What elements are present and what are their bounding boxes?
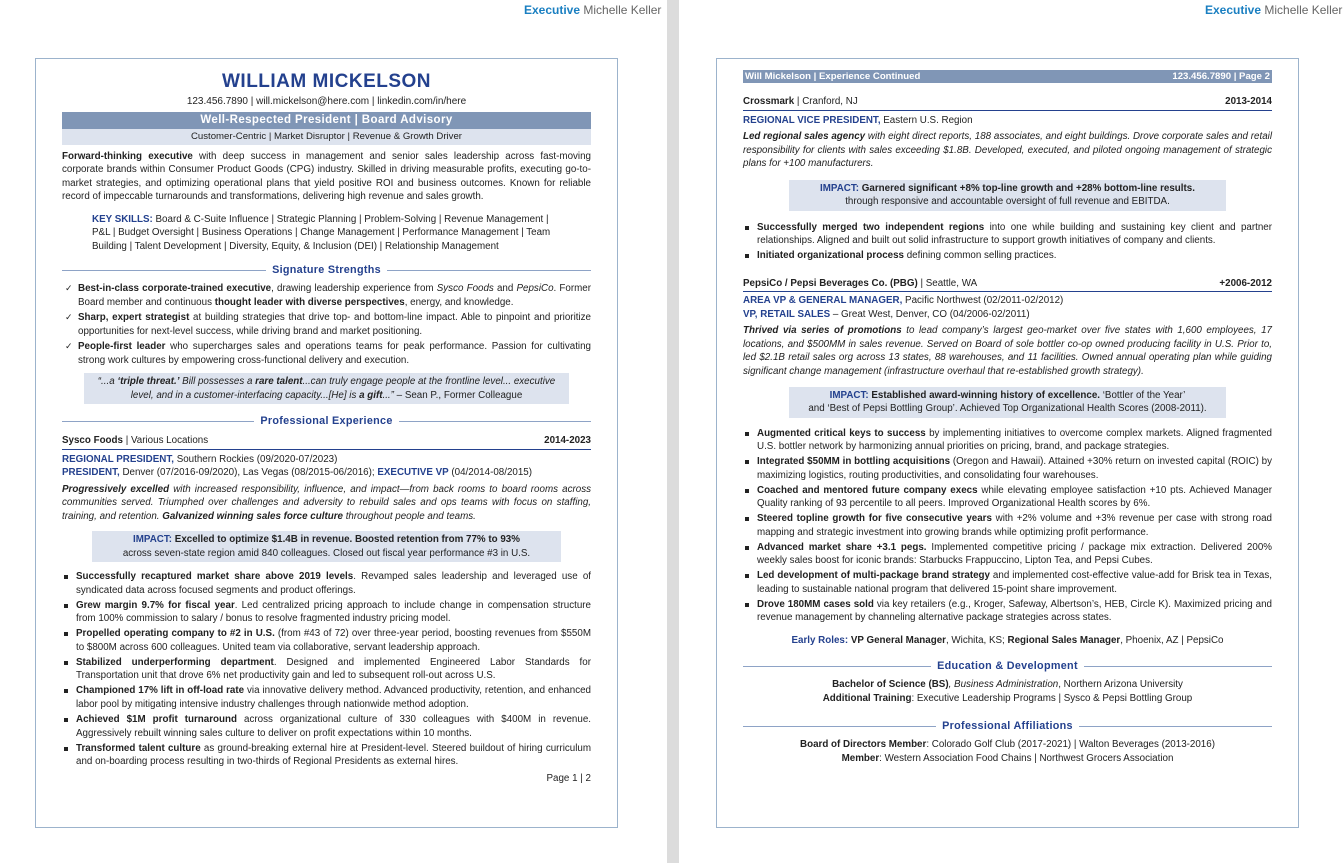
contact-line: 123.456.7890 | will.mickelson@here.com | linkedin.com/in/here: [186, 95, 467, 107]
section-heading-label: Signature Strengths: [272, 264, 381, 277]
item-text: via key retailers (e.g., Kroger, Safeway, Albertson’s, HEB, Circle K). Maximized pricing and revenue management by channeling alternative package strategies across states.: [757, 598, 1272, 624]
achievements-list: [743, 221, 1272, 263]
desc-bold: Galvanized winning sales force culture: [162, 510, 343, 522]
role-title: VP, RETAIL SALES: [743, 308, 831, 320]
achievements-list: [62, 570, 591, 768]
subheadline-bar: Customer-Centric | Market Disruptor | Revenue & Growth Driver: [62, 129, 591, 144]
early-role-detail: , Wichita, KS;: [945, 634, 1008, 646]
item-text: at building strategies that drive top- and bottom-line impact. Able to pinpoint and prioritize opportunities for next-level success, while driving brand and market positioning.: [78, 312, 591, 337]
brand-label: Executive: [1205, 3, 1262, 17]
quote-text: Bill possesses a: [179, 376, 256, 388]
watermark-tag-right: [1205, 3, 1342, 17]
role-detail: Eastern U.S. Region: [880, 114, 973, 126]
summary-text: with deep success in management and senior sales leadership across fast-moving corporate brands within Consumer Product Goods (CPG) industry. Skilled in driving measurable profits, executing go-to-market strategies, and optimizing operational plans that yield positive ROI and business outcomes. Known for reliable record of impeccable turnarounds and transformations, delivering high revenue and sales growth.: [62, 150, 591, 203]
item-text: with +2% volume and +3% revenue per case with strong road mapping and strategic investment into growing brands while optimizing profit performance.: [757, 513, 1272, 538]
quote-text: ...”: [382, 389, 394, 401]
item-bold: thought leader with diverse perspectives: [214, 296, 405, 308]
watermark-tag-left: [524, 3, 661, 17]
achievements-list: [743, 427, 1272, 625]
list-item: [62, 599, 591, 626]
degree-field: , Business Administration: [948, 679, 1059, 691]
author-label: Michelle Keller: [1264, 3, 1343, 17]
desc-text: with eight direct reports, 188 associates, and eight buildings. Drove corporate sales and retail responsibility for clients with sales exceeding $1.8B. Developed, executed, and piloted ongoing management of strategic plans for +100 manufacturers.: [743, 131, 1272, 170]
job-header: [743, 277, 1272, 293]
list-item: [743, 427, 1272, 454]
job-dates: 2014-2023: [544, 435, 591, 447]
impact-text: through responsive and accountable oversight of full revenue and EBITDA.: [845, 196, 1170, 208]
item-text: . Designed and implemented Engineered Labor Standards for Transportation unit that drove 6% net productivity gain and led to subsequent roll-out across U.S.: [76, 656, 591, 682]
quote-attribution: – Sean P., Former Colleague: [393, 389, 523, 401]
job-description: [743, 130, 1272, 171]
role-detail: Pacific Northwest (02/2011-02/2012): [902, 295, 1064, 307]
job-header: [743, 95, 1272, 111]
item-text: , drawing leadership experience from: [271, 283, 437, 295]
additional-training: [743, 692, 1272, 706]
section-heading-affiliations: [743, 719, 1272, 734]
item-text: , energy, and knowledge.: [404, 296, 514, 308]
early-role: Regional Sales Manager: [1007, 634, 1121, 646]
item-text: . Led centralized pricing approach to include change in compensation structure from 100% commission to salary / bonus to resolve fragmented industry pricing model.: [76, 599, 592, 625]
list-item: [743, 455, 1272, 482]
item-text: and: [493, 283, 517, 295]
item-lead: Championed 17% lift in off-load rate: [76, 685, 245, 697]
author-label: Michelle Keller: [583, 3, 662, 17]
list-item: [62, 742, 591, 769]
job-header: [62, 434, 591, 450]
affiliation-label: Member: [841, 752, 880, 764]
item-lead: Transformed talent culture: [76, 742, 201, 754]
impact-text: and ‘Best of Pepsi Bottling Group’. Achieved Top Organizational Health Scores (2008-2011).: [808, 403, 1207, 415]
impact-label: IMPACT:: [820, 182, 860, 194]
section-heading-strengths: [62, 263, 591, 278]
item-text: Implemented competitive pricing / package mix extraction. Delivered 200% weekly sales boost for iconic brands: Starbucks Frappuccino, Lipton Tea, and Pepsi Cubes.: [757, 541, 1272, 567]
item-text: and implemented cost-effective value-add for Brisk tea in Texas, leading to sustainable national program that delivered 15-point share improvement.: [757, 570, 1272, 595]
job-description: [62, 483, 591, 524]
company-location: | Cranford, NJ: [794, 96, 858, 108]
list-item: [62, 282, 591, 309]
item-lead: People-first leader: [78, 341, 166, 353]
list-item: [743, 569, 1272, 596]
role-title: REGIONAL PRESIDENT,: [62, 453, 174, 465]
item-lead: Propelled operating company to #2 in U.S.: [76, 628, 275, 640]
list-item: [743, 598, 1272, 625]
job-dates: +2006-2012: [1219, 277, 1272, 289]
item-emphasis: Sysco Foods: [436, 283, 494, 295]
impact-text: across seven-state region amid 840 colleagues. Closed out fiscal year performance #3 in U.S.: [122, 547, 531, 559]
section-heading-label: Professional Affiliations: [942, 720, 1073, 733]
impact-headline: Excelled to optimize $1.4B in revenue. Boosted retention from 77% to 93%: [172, 534, 520, 546]
brand-label: Executive: [524, 3, 581, 17]
impact-label: IMPACT:: [133, 534, 173, 546]
early-role-detail: , Phoenix, AZ | PepsiCo: [1120, 634, 1224, 646]
role-title: EXECUTIVE VP: [377, 467, 449, 479]
item-text: who supercharges sales and operations teams for peak performance. Passion for cultivating strong work cultures by empowering cross-functional delivery and execution.: [78, 341, 591, 366]
training-label: Additional Training: [822, 692, 912, 704]
running-header-left: Will Mickelson | Experience Continued: [745, 71, 921, 82]
quote-bold: ‘triple threat.’: [117, 376, 180, 388]
item-lead: Sharp, expert strategist: [78, 312, 190, 324]
desc-bold: Thrived via series of promotions: [743, 325, 902, 337]
item-lead: Integrated $50MM in bottling acquisitions: [757, 456, 951, 468]
role-title: PRESIDENT,: [62, 467, 120, 479]
company-name: Crossmark: [743, 96, 795, 108]
role-detail: – Great West, Denver, CO (04/2006-02/2011): [830, 308, 1030, 320]
job-roles: [743, 114, 1272, 128]
item-text: . Revamped sales leadership and leveraged use of syndicated data across focused segments and product offerings.: [76, 571, 591, 596]
desc-text: throughout people and teams.: [342, 510, 476, 522]
strengths-list: [62, 282, 591, 367]
education-degree: [743, 678, 1272, 692]
company-name: PepsiCo / Pepsi Beverages Co. (PBG): [743, 277, 918, 289]
page-number: Page 1 | 2: [546, 772, 591, 784]
key-skills: [92, 213, 561, 254]
item-text: (Oregon and Hawaii). Attained +30% return on invested capital (ROIC) by maximizing logistics, routing productivities, and consolidating four warehouses.: [757, 456, 1272, 481]
section-heading-experience: [62, 414, 591, 429]
list-item: [743, 221, 1272, 248]
summary-paragraph: [62, 150, 591, 204]
page-gap: [667, 0, 679, 863]
job-roles: [743, 294, 1272, 321]
running-header-right: 123.456.7890 | Page 2: [1172, 71, 1270, 82]
item-lead: Successfully recaptured market share above 2019 levels: [76, 571, 354, 583]
list-item: [62, 684, 591, 711]
resume-page-1: [35, 58, 618, 828]
quote-text: ...can truly engage people at the frontline level... executive level, and in a customer-interfacing capacity...[He] is: [130, 376, 556, 401]
item-lead: Best-in-class corporate-trained executive: [78, 283, 272, 295]
training-text: : Executive Leadership Programs | Sysco & Pepsi Bottling Group: [911, 692, 1193, 704]
item-lead: Advanced market share +3.1 pegs.: [757, 541, 927, 553]
running-header: [743, 70, 1272, 83]
item-text: while elevating employee satisfaction +10 pts. Achieved Manager Quality ranking of 93 percentile to all peers. Improved Organizational Health scores by 6%.: [757, 484, 1273, 510]
list-item: [743, 541, 1272, 568]
impact-box: [92, 531, 561, 562]
headline-bar: Well-Respected President | Board Advisory: [62, 112, 591, 130]
company-name: Sysco Foods: [62, 435, 123, 447]
list-item: [62, 713, 591, 740]
quote-bold: rare talent: [255, 376, 303, 388]
item-text: by implementing initiatives to overcome complex markets. Aligned fragmented U.S. bottler network by harmonizing annual priorities on pricing, brand, and package strategies.: [757, 427, 1272, 453]
affiliation-text: : Western Association Food Chains | Northwest Grocers Association: [879, 752, 1174, 764]
early-roles: [743, 634, 1272, 648]
item-lead: Successfully merged two independent regions: [757, 221, 985, 233]
testimonial-quote: [84, 373, 569, 404]
affiliation-board: [743, 738, 1272, 752]
company-location: | Various Locations: [122, 435, 209, 447]
impact-headline: Established award-winning history of excellence.: [868, 389, 1101, 401]
role-detail: (04/2014-08/2015): [448, 467, 533, 479]
list-item: [62, 340, 591, 367]
item-lead: Grew margin 9.7% for fiscal year: [76, 599, 235, 611]
item-text: across organizational culture of 330 colleagues with $400M in revenue. Aggressively rebuilt winning sales culture to deliver on profit expectations within 10 months.: [76, 713, 592, 739]
list-item: [62, 656, 591, 683]
item-emphasis: PepsiCo: [516, 283, 554, 295]
key-skills-label: KEY SKILLS:: [92, 213, 153, 225]
desc-text: to lead company’s largest geo-market over five states with 1,600 employees, 17 locations, and $500MM in sales revenue. Served on Board of sole bottler co-op owned producing facility in U.S. Prior to, led $2.1B retail sales org across 13 states, 88 warehouses, and 11 facilities. Owned annual operating plan while guiding significant change management (infrastructure overhaul that re-established growth strategy).: [743, 325, 1272, 377]
early-roles-label: Early Roles:: [791, 634, 849, 646]
list-item: [743, 512, 1272, 539]
section-heading-label: Professional Experience: [260, 415, 393, 428]
desc-bold: Led regional sales agency: [743, 131, 866, 143]
list-item: [62, 570, 591, 597]
section-heading-education: [743, 659, 1272, 674]
list-item: [62, 627, 591, 654]
quote-text: “...a: [97, 376, 118, 388]
degree-school: , Northern Arizona University: [1058, 679, 1183, 691]
item-text: as ground-breaking external hire at President-level. Steered buildout of hiring curriculum and on-boarding process resulting in two-thirds of Regional Presidents as external hires.: [76, 742, 592, 768]
role-detail: Denver (07/2016-09/2020), Las Vegas (08/2015-06/2016);: [119, 467, 378, 479]
item-text: (from #43 of 72) over three-year period, boosting revenues from $550M to $800M across 600 colleagues. United team via collaborative, servant leadership approach.: [76, 628, 591, 653]
item-text: via innovative delivery method. Advanced productivity, retention, and enhanced labor pool by mitigating intensive industry challenges through nationwide method adoption.: [76, 685, 591, 710]
company-location: | Seattle, WA: [917, 277, 978, 289]
item-lead: Achieved $1M profit turnaround: [76, 713, 237, 725]
affiliation-member: [743, 752, 1272, 766]
degree-label: Bachelor of Science (BS): [832, 679, 949, 691]
summary-lead: Forward-thinking executive: [62, 150, 193, 162]
role-detail: Southern Rockies (09/2020-07/2023): [173, 453, 338, 465]
early-role: VP General Manager: [848, 634, 946, 646]
section-heading-label: Education & Development: [937, 660, 1078, 673]
quote-bold: a gift: [359, 389, 383, 401]
job-roles: [62, 453, 591, 480]
impact-label: IMPACT:: [829, 389, 869, 401]
list-item: [743, 484, 1272, 511]
item-lead: Steered topline growth for five consecutive years: [757, 513, 992, 525]
job-description: [743, 324, 1272, 378]
role-title: AREA VP & GENERAL MANAGER,: [743, 295, 903, 307]
impact-headline: Garnered significant +8% top-line growth and +28% bottom-line results.: [859, 182, 1195, 194]
affiliation-text: : Colorado Golf Club (2017-2021) | Walton Beverages (2013-2016): [926, 739, 1215, 751]
desc-text: with increased responsibility, influence, and impact—from back rooms to board rooms across communities served. Triumphed over challenges and adversity to rebuild sales and ops teams with focus on staffing, training, and retention.: [62, 483, 591, 522]
item-lead: Initiated organizational process: [757, 250, 904, 262]
desc-bold: Progressively excelled: [62, 483, 170, 495]
item-text: . Former Board member and continuous: [78, 283, 591, 308]
list-item: [62, 311, 591, 338]
impact-box: [789, 180, 1226, 211]
role-title: REGIONAL VICE PRESIDENT,: [743, 114, 881, 126]
key-skills-text: Board & C-Suite Influence | Strategic Planning | Problem-Solving | Revenue Management | P&L | Budget Oversight | Business Operations | Change Management | Performance Management | Team Building | Talent Development | Diversity, Equity, & Inclusion (DEI) | Relationship Management: [92, 213, 551, 252]
resume-page-2: [716, 58, 1299, 828]
affiliation-label: Board of Directors Member: [800, 739, 927, 751]
item-lead: Augmented critical keys to success: [757, 427, 926, 439]
item-lead: Drove 180MM cases sold: [757, 598, 874, 610]
item-text: into one while building and sustaining key client and partner relationships. Aligned and built out solid infrastructure to support growth initiatives of company and clients.: [757, 221, 1273, 247]
item-lead: Stabilized underperforming department: [76, 656, 274, 668]
item-text: defining common selling practices.: [903, 250, 1057, 262]
list-item: [743, 249, 1272, 263]
impact-box: [789, 387, 1226, 418]
item-lead: Coached and mentored future company execs: [757, 484, 978, 496]
item-lead: Led development of multi-package brand strategy: [757, 570, 990, 582]
impact-text: ‘Bottler of the Year’: [1100, 389, 1186, 401]
job-dates: 2013-2014: [1225, 96, 1272, 108]
candidate-name: WILLIAM MICKELSON: [221, 71, 432, 92]
